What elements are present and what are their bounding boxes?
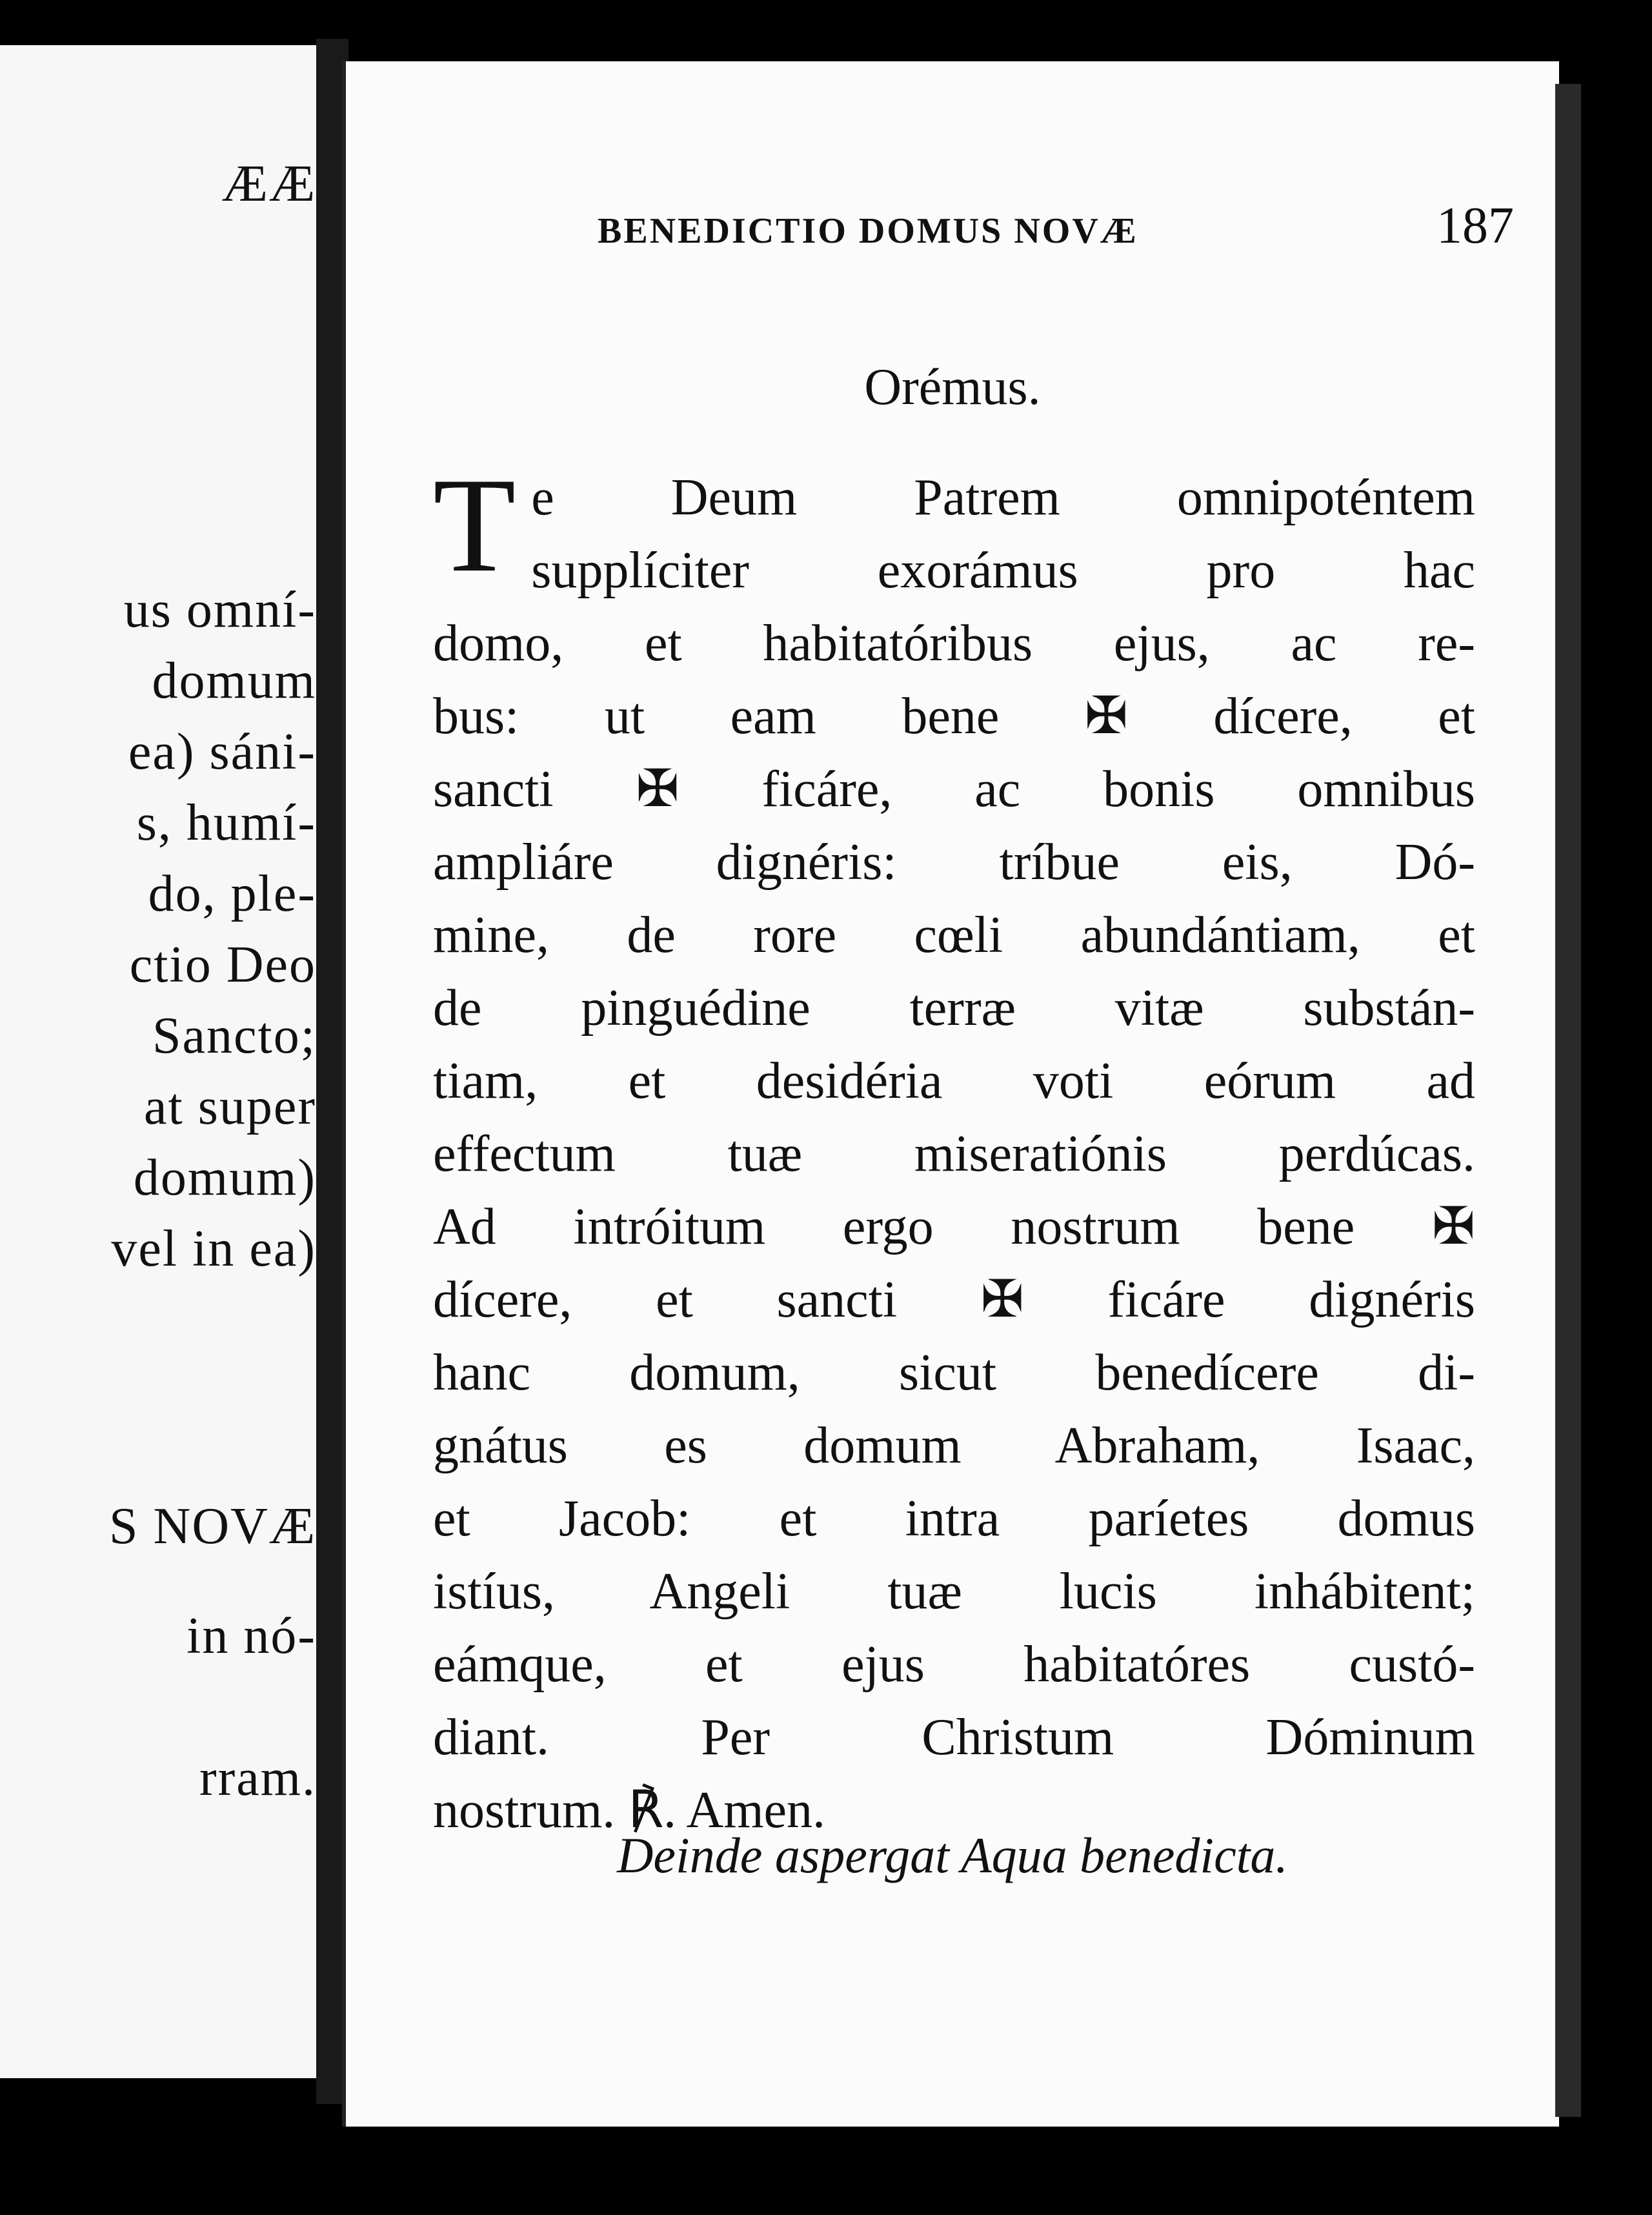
text-line: sancti ✠ ficáre, ac bonis omnibus [433,761,1475,818]
text-line: domo, et habitatóribus ejus, ac re- [433,615,1475,672]
text-line: nostrum. ℟. Amen. [433,1782,826,1839]
text-line: eámque, et ejus habitatóres custó- [433,1636,1475,1693]
text-line: effectum tuæ miseratiónis perdúcas. [433,1126,1475,1182]
text-line: ampliáre dignéris: tríbue eis, Dó- [433,834,1475,891]
text-line: supplíciter exorámus pro hac [531,542,1475,599]
text-line: dícere, et sancti ✠ ficáre dignéris [433,1271,1475,1328]
left-line: at super [143,1078,316,1135]
page-edge [1555,84,1581,2117]
left-line: rram. [199,1750,316,1806]
page-header [598,197,1514,256]
right-page [342,61,1559,2127]
running-title: BENEDICTIO DOMUS NOVÆ [598,211,1138,251]
text-line: istíus, Angeli tuæ lucis inhábitent; [433,1563,1475,1620]
text-line: diant. Per Christum Dóminum [433,1709,1475,1766]
text-line: e Deum Patrem omnipoténtem [531,469,1475,526]
left-line: vel in ea) [111,1220,316,1277]
left-line: s, humí- [136,794,316,851]
left-line: ctio Deo [129,936,316,993]
left-line: ea) sáni- [128,723,316,780]
text-line: et Jacob: et intra paríetes domus [433,1490,1475,1547]
text-line: Ad intróitum ergo nostrum bene ✠ [433,1199,1475,1255]
left-line: in nó- [186,1608,316,1664]
text-line: hanc domum, sicut benedícere di- [433,1344,1475,1401]
prayer-heading: Orémus. [864,359,1041,416]
drop-cap: T [433,450,516,600]
left-line: us omní- [123,582,316,638]
text-line: bus: ut eam bene ✠ dícere, et [433,688,1475,745]
text-line: gnátus es domum Abraham, Isaac, [433,1417,1475,1474]
left-line: S NOVÆ [109,1498,316,1555]
left-page-fragment [0,45,316,2078]
text-line: tiam, et desidéria voti eórum ad [433,1053,1475,1109]
page-number: 187 [1436,197,1514,254]
text-line: mine, de rore cœli abundántiam, et [433,907,1475,964]
prayer-text [433,450,1475,1847]
text-line: de pinguédine terræ vitæ substán- [433,980,1475,1037]
rubric-instruction: Deinde aspergat Aqua benedicta. [617,1827,1288,1883]
left-line: domum [152,652,316,709]
left-line: domum) [133,1149,316,1206]
left-line: Sancto; [152,1007,316,1064]
left-line: do, ple- [148,865,316,922]
left-line: ÆÆ [221,156,316,212]
